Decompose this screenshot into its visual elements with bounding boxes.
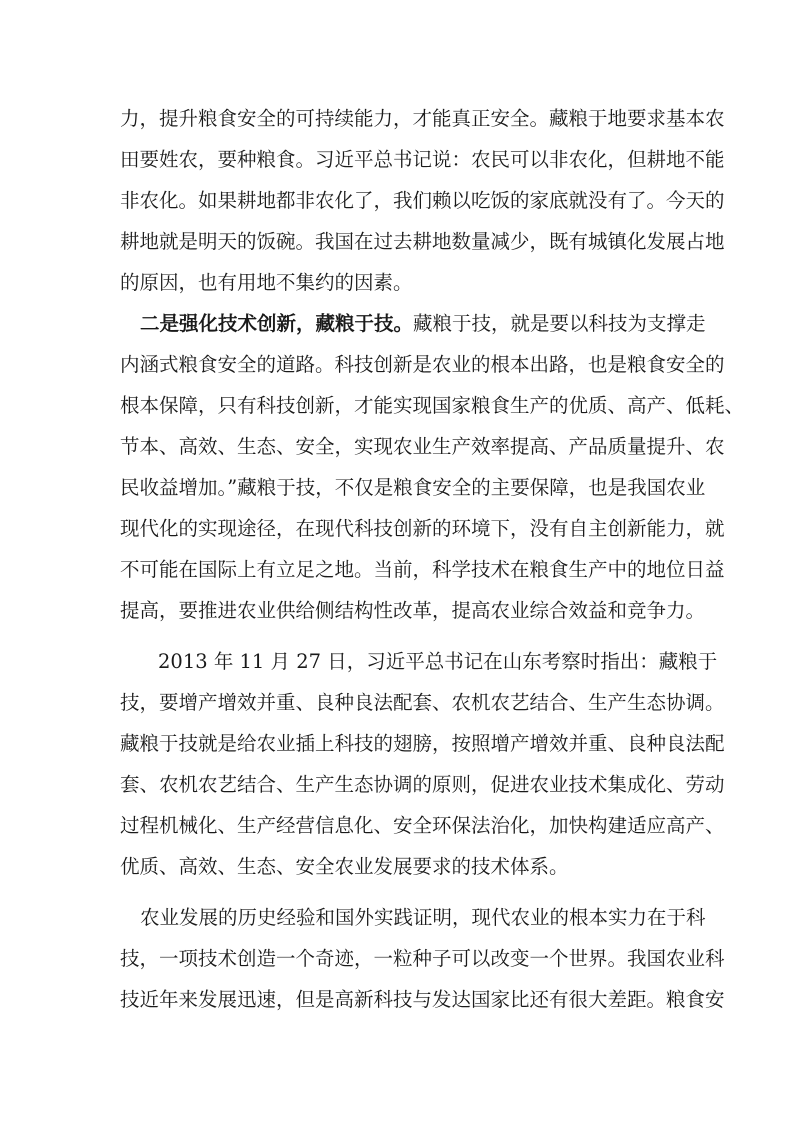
text-line: 优质、高效、生态、安全农业发展要求的技术体系。 — [120, 855, 569, 878]
text-line: 现代化的实现途径，在现代科技创新的环境下，没有自主创新能力，就 — [120, 517, 725, 540]
text-line: 提高，要推进农业供给侧结构性改革，提高农业综合效益和竞争力。 — [120, 599, 706, 622]
text-line: 2013 年 11 月 27 日，习近平总书记在山东考察时指出：藏粮于 — [158, 650, 718, 673]
text-line: 根本保障，只有科技创新，才能实现国家粮食生产的优质、高产、低耗、 — [120, 394, 745, 417]
text-line: 力，提升粮食安全的可持续能力，才能真正安全。藏粮于地要求基本农 — [120, 107, 725, 130]
text-line: 非农化。如果耕地都非农化了，我们赖以吃饭的家底就没有了。今天的 — [120, 189, 725, 212]
text-line: 套、农机农艺结合、生产生态协调的原则，促进农业技术集成化、劳动 — [120, 773, 725, 796]
text-line: 不可能在国际上有立足之地。当前，科学技术在粮食生产中的地位日益 — [120, 558, 725, 581]
section-heading: 二是强化技术创新，藏粮于技。 — [140, 312, 414, 335]
text-line: 藏粮于技就是给农业插上科技的翅膀，按照增产增效并重、良种良法配 — [120, 732, 725, 755]
text-line: 农业发展的历史经验和国外实践证明，现代农业的根本实力在于科 — [140, 906, 706, 929]
section-heading-continuation: 藏粮于技，就是要以科技为支撑走 — [413, 312, 706, 335]
text-line: 田要姓农，要种粮食。习近平总书记说：农民可以非农化，但耕地不能 — [120, 148, 725, 171]
text-line: 的原因，也有用地不集约的因素。 — [120, 271, 413, 294]
text-line: 节本、高效、生态、安全，实现农业生产效率提高、产品质量提升、农 — [120, 435, 725, 458]
text-line: 技近年来发展迅速，但是高新科技与发达国家比还有很大差距。粮食安 — [120, 988, 725, 1011]
text-line: 内涵式粮食安全的道路。科技创新是农业的根本出路，也是粮食安全的 — [120, 353, 725, 376]
text-line: 过程机械化、生产经营信息化、安全环保法治化，加快构建适应高产、 — [120, 814, 725, 837]
text-line: 民收益增加。”藏粮于技，不仅是粮食安全的主要保障，也是我国农业 — [120, 476, 706, 499]
text-line: 技，一项技术创造一个奇迹，一粒种子可以改变一个世界。我国农业科 — [120, 947, 725, 970]
text-line: 技，要增产增效并重、良种良法配套、农机农艺结合、生产生态协调。 — [120, 691, 725, 714]
text-line: 耕地就是明天的饭碗。我国在过去耕地数量减少，既有城镇化发展占地 — [120, 230, 725, 253]
section-heading-line — [140, 312, 706, 335]
